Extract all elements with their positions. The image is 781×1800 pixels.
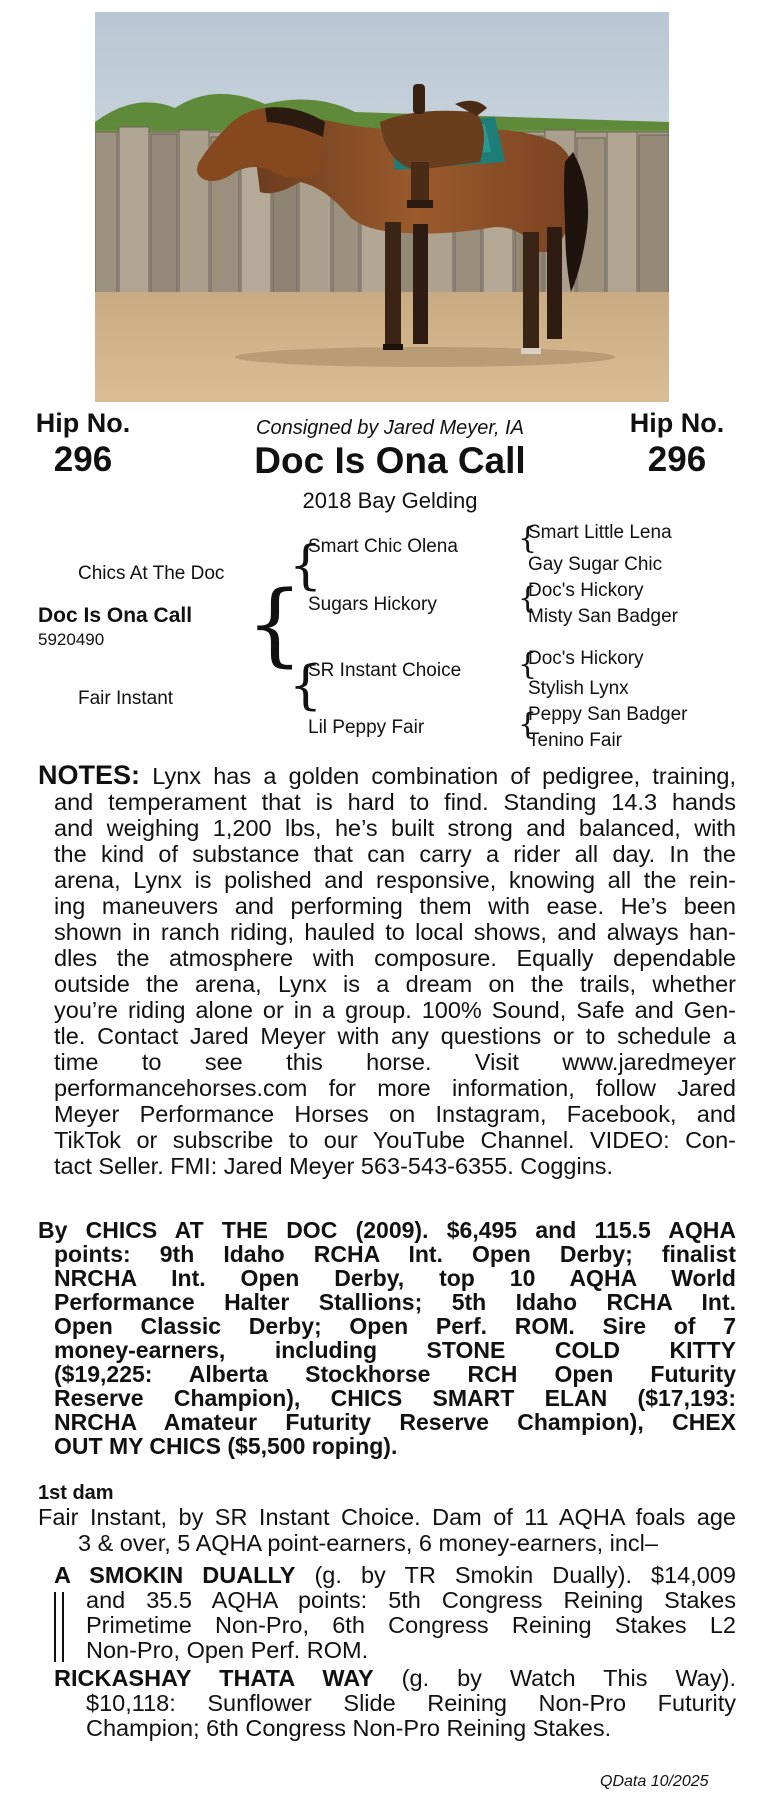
notes-line: Meyer Performance Horses on Instagram, Facebook, and bbox=[54, 1101, 736, 1127]
hip-label-left: Hip No. bbox=[35, 408, 131, 438]
sire-record bbox=[38, 1218, 736, 1458]
notes-line: and weighing 1,200 lbs, he’s built strong and balanced, with bbox=[54, 815, 736, 841]
produce-line: Champion; 6th Congress Non-Pro Reining Stakes. bbox=[86, 1715, 612, 1741]
produce-name: RICKASHAY THATA WAY bbox=[54, 1665, 374, 1691]
pedigree-dd-sire: Peppy San Badger bbox=[528, 704, 688, 725]
sire-record-line: OUT MY CHICS ($5,500 roping). bbox=[54, 1433, 398, 1459]
notes-label: NOTES: bbox=[38, 760, 141, 790]
sire-record-line: NRCHA Int. Open Derby, top 10 AQHA World bbox=[54, 1265, 736, 1291]
notes-line: arena, Lynx is polished and responsive, knowing all the rein- bbox=[54, 867, 736, 893]
first-dam-line: 3 & over, 5 AQHA point-earners, 6 money-earners, incl– bbox=[78, 1530, 658, 1556]
pedigree-ds-dam: Stylish Lynx bbox=[528, 678, 629, 699]
produce-entry bbox=[54, 1666, 736, 1741]
notes-line: and temperament that is hard to find. Standing 14.3 hands bbox=[54, 789, 736, 815]
notes-line: shown in ranch riding, hauled to local shows, and always han- bbox=[54, 919, 736, 945]
first-dam-intro bbox=[38, 1504, 736, 1556]
consignor-line: Consigned by Jared Meyer, IA bbox=[256, 417, 524, 439]
notes-line: dles the atmosphere with composure. Equally dependable bbox=[54, 945, 736, 971]
hip-label-right: Hip No. bbox=[629, 408, 725, 438]
sire-record-line: By CHICS AT THE DOC (2009). $6,495 and 115.5 AQHA bbox=[38, 1217, 736, 1243]
notes-line: you’re riding alone or in a group. 100% Sound, Safe and Gen- bbox=[54, 997, 736, 1023]
pedigree-brace-ss: { bbox=[518, 521, 538, 556]
pedigree-dam-sire: SR Instant Choice bbox=[308, 660, 462, 681]
produce-line: and 35.5 AQHA points: 5th Congress Reining Stakes bbox=[86, 1587, 736, 1613]
pedigree-brace-dd: { bbox=[518, 707, 538, 742]
notes-line: Lynx has a golden combination of pedigree, training, bbox=[152, 763, 736, 789]
produce-detail: (g. by Watch This Way). bbox=[373, 1665, 736, 1691]
produce-line: $10,118: Sunflower Slide Reining Non-Pro Futurity bbox=[86, 1690, 736, 1716]
notes-line: outside the arena, Lynx is a dream on the trails, whether bbox=[54, 971, 736, 997]
notes-line: performancehorses.com for more information, follow Jared bbox=[54, 1075, 736, 1101]
sire-record-line: Open Classic Derby; Open Perf. ROM. Sire of 7 bbox=[54, 1313, 736, 1339]
pedigree-dam: Fair Instant bbox=[78, 688, 174, 709]
pedigree-sire-dam: Sugars Hickory bbox=[308, 594, 437, 615]
notes-line: tact Seller. FMI: Jared Meyer 563-543-6355. Coggins. bbox=[54, 1153, 614, 1179]
pedigree-ss-sire: Smart Little Lena bbox=[528, 522, 672, 543]
pedigree-registration: 5920490 bbox=[38, 630, 105, 649]
horse-description: 2018 Bay Gelding bbox=[302, 488, 478, 513]
hip-number-right: 296 bbox=[647, 440, 707, 479]
horse-name-title: Doc Is Ona Call bbox=[254, 440, 526, 481]
pedigree-dam-dam: Lil Peppy Fair bbox=[308, 717, 425, 738]
pedigree-subject-name: Doc Is Ona Call bbox=[38, 604, 193, 627]
pedigree-sd-sire: Doc's Hickory bbox=[528, 580, 644, 601]
pedigree-sire-sire: Smart Chic Olena bbox=[308, 536, 458, 557]
notes-line: TikTok or subscribe to our YouTube Channel. VIDEO: Con- bbox=[54, 1127, 736, 1153]
pedigree-brace-dam: { bbox=[289, 656, 323, 716]
sire-record-line: Reserve Champion), CHICS SMART ELAN ($17,193: bbox=[54, 1385, 736, 1411]
sire-record-line: ($19,225: Alberta Stockhorse RCH Open Futurity bbox=[54, 1361, 736, 1387]
pedigree-brace-sire: { bbox=[289, 536, 323, 596]
pedigree-dd-dam: Tenino Fair bbox=[528, 730, 622, 751]
horse-photo bbox=[95, 12, 669, 402]
pedigree-brace-sd: { bbox=[518, 581, 538, 616]
produce-detail: (g. by TR Smokin Dually). $14,009 bbox=[295, 1562, 736, 1588]
pedigree-ss-dam: Gay Sugar Chic bbox=[528, 554, 663, 575]
sire-record-line: money-earners, including STONE COLD KITTY bbox=[54, 1337, 736, 1363]
pedigree-sire: Chics At The Doc bbox=[78, 563, 225, 584]
notes-section bbox=[38, 762, 736, 1179]
sire-record-line: NRCHA Amateur Futurity Reserve Champion), CHEX bbox=[54, 1409, 736, 1435]
first-dam-line: Fair Instant, by SR Instant Choice. Dam of 11 AQHA foals age bbox=[38, 1504, 736, 1530]
notes-line: the kind of substance that can carry a rider all day. In the bbox=[54, 841, 736, 867]
source-credit: QData 10/2025 bbox=[600, 1773, 709, 1790]
produce-line: Primetime Non-Pro, 6th Congress Reining Stakes L2 bbox=[86, 1612, 736, 1638]
notes-line: time to see this horse. Visit www.jaredmeyer bbox=[54, 1049, 736, 1075]
horse-illustration bbox=[95, 12, 669, 402]
first-dam-heading: 1st dam bbox=[38, 1482, 114, 1504]
hip-number-left: 296 bbox=[53, 440, 113, 479]
sire-record-line: points: 9th Idaho RCHA Int. Open Derby; finalist bbox=[54, 1241, 736, 1267]
pedigree-brace-main: { bbox=[246, 572, 304, 677]
notes-line: tle. Contact Jared Meyer with any questions or to schedule a bbox=[54, 1023, 736, 1049]
stakes-winner-bar bbox=[54, 1592, 64, 1662]
produce-name: A SMOKIN DUALLY bbox=[54, 1562, 296, 1588]
pedigree-ds-sire: Doc's Hickory bbox=[528, 648, 644, 669]
pedigree-sd-dam: Misty San Badger bbox=[528, 606, 678, 627]
notes-line: ing maneuvers and performing them with ease. He’s been bbox=[54, 893, 736, 919]
sire-record-line: Performance Halter Stallions; 5th Idaho RCHA Int. bbox=[54, 1289, 736, 1315]
produce-line: Non-Pro, Open Perf. ROM. bbox=[86, 1637, 369, 1663]
produce-entry bbox=[54, 1563, 736, 1663]
pedigree-brace-ds: { bbox=[518, 647, 538, 682]
